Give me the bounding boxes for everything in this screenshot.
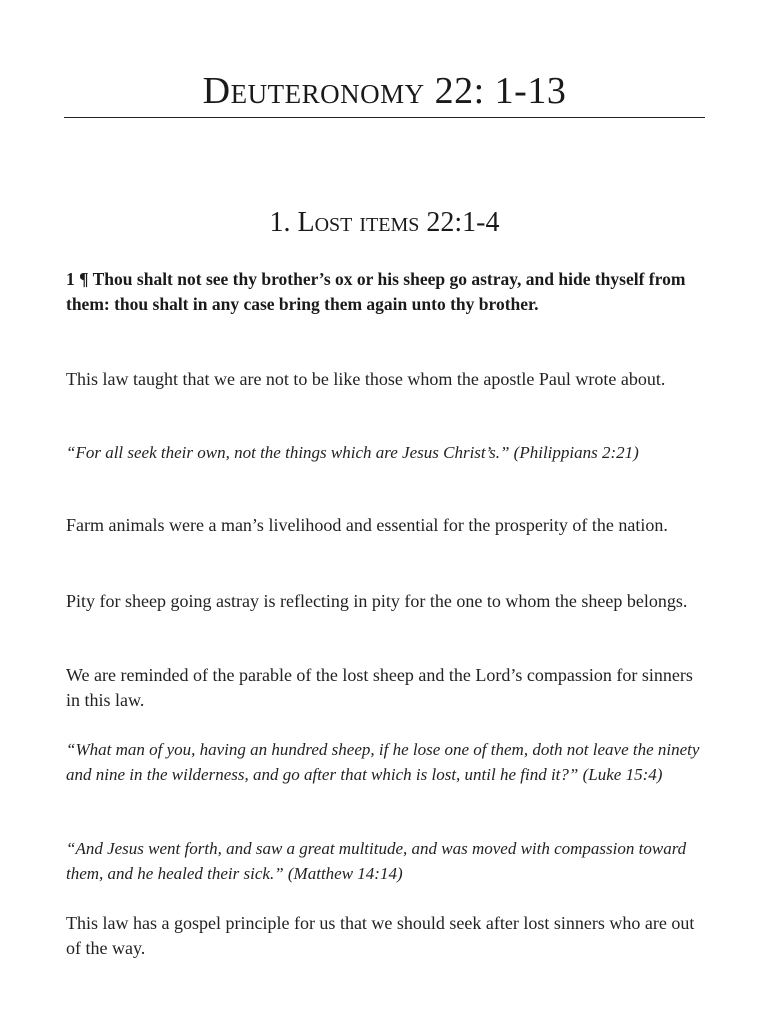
paragraph: We are reminded of the parable of the lost sheep and the Lord’s compassion for sinners in this law. (66, 665, 693, 710)
paragraph: Farm animals were a man’s livelihood and essential for the prosperity of the nation. (66, 515, 668, 535)
paragraph: This law has a gospel principle for us that we should seek after lost sinners who are out of the way. (66, 913, 695, 958)
scripture-quote: “And Jesus went forth, and saw a great multitude, and was moved with compassion toward them, and he healed their sick.” (Matthew 14:14) (66, 839, 687, 883)
scripture-quote: “What man of you, having an hundred sheep, if he lose one of them, doth not leave the ninety and nine in the wilderness, and go after that which is lost, until he find it?” (Luke 15:4) (66, 740, 700, 784)
paragraph: This law taught that we are not to be like those whom the apostle Paul wrote about. (66, 369, 666, 389)
scripture-quote: “For all seek their own, not the things which are Jesus Christ’s.” (Philippians 2:21) (66, 443, 639, 462)
scripture-verse: 1 ¶ Thou shalt not see thy brother’s ox or his sheep go astray, and hide thyself from them: thou shalt in any case bring them again unto thy brother. (66, 269, 686, 314)
section-heading: 1. Lost items 22:1-4 (269, 207, 500, 238)
title-divider (64, 117, 705, 118)
document-title: Deuteronomy 22: 1-13 (202, 70, 567, 112)
paragraph: Pity for sheep going astray is reflecting in pity for the one to whom the sheep belongs. (66, 591, 688, 611)
